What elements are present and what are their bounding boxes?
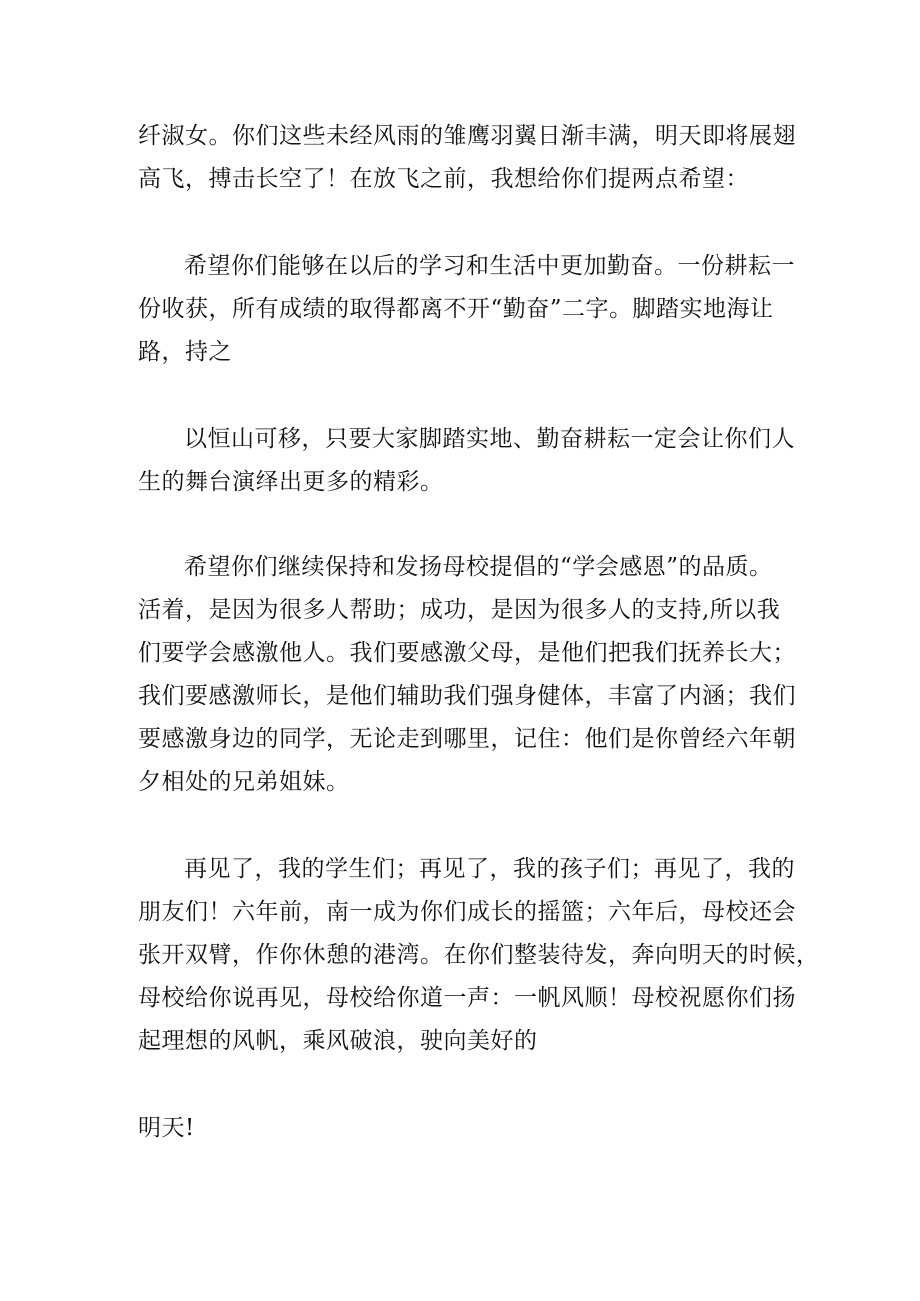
paragraph-line: 希望你们继续保持和发扬母校提倡的“学会感恩”的品质。 (184, 554, 773, 580)
paragraph-5 (138, 848, 820, 1063)
paragraph-line: 夕相处的兄弟姐妹。 (138, 769, 350, 795)
paragraph-line: 高飞，搏击长空了！在放飞之前，我想给你们提两点希望： (138, 166, 749, 192)
paragraph-3 (138, 418, 798, 504)
paragraph-line: 以恒山可移，只要大家脚踏实地、勤奋耕耘一定会让你们人 (184, 426, 795, 452)
paragraph-line: 朋友们！六年前，南一成为你们成长的摇篮；六年后，母校还会 (138, 899, 796, 925)
paragraph-line: 张开双臂，作你休憩的港湾。在你们整装待发，奔向明天的时候， (138, 942, 820, 968)
paragraph-line: 母校给你说再见，母校给你道一声：一帆风顺！母校祝愿你们扬 (138, 985, 796, 1011)
paragraph-line: 们要学会感激他人。我们要感激父母，是他们把我们抚养长大； (138, 640, 796, 666)
paragraph-6 (138, 1107, 798, 1150)
paragraph-line: 要感激身边的同学，无论走到哪里，记住：他们是你曾经六年朝 (138, 726, 796, 752)
paragraph-line: 纤淑女。你们这些未经风雨的雏鹰羽翼日渐丰满，明天即将展翅 (138, 123, 796, 149)
paragraph-line: 路，持之 (138, 339, 232, 365)
paragraph-4 (138, 546, 798, 804)
paragraph-line: 起理想的风帆，乘风破浪，驶向美好的 (138, 1028, 538, 1054)
paragraph-line: 份收获，所有成绩的取得都离不开“勤奋”二字。脚踏实地海让 (138, 296, 774, 322)
paragraph-line: 希望你们能够在以后的学习和生活中更加勤奋。一份耕耘一 (184, 253, 795, 279)
paragraph-line: 明天! (138, 1115, 195, 1141)
paragraph-line: 再见了，我的学生们；再见了，我的孩子们；再见了，我的 (184, 856, 795, 882)
paragraph-1 (138, 115, 798, 201)
paragraph-line: 生的舞台演绎出更多的精彩。 (138, 469, 444, 495)
paragraph-line: 活着，是因为很多人帮助；成功，是因为很多人的支持,所以我 (138, 597, 781, 623)
paragraph-line: 我们要感激师长，是他们辅助我们强身健体，丰富了内涵；我们 (138, 683, 796, 709)
paragraph-2 (138, 245, 798, 374)
